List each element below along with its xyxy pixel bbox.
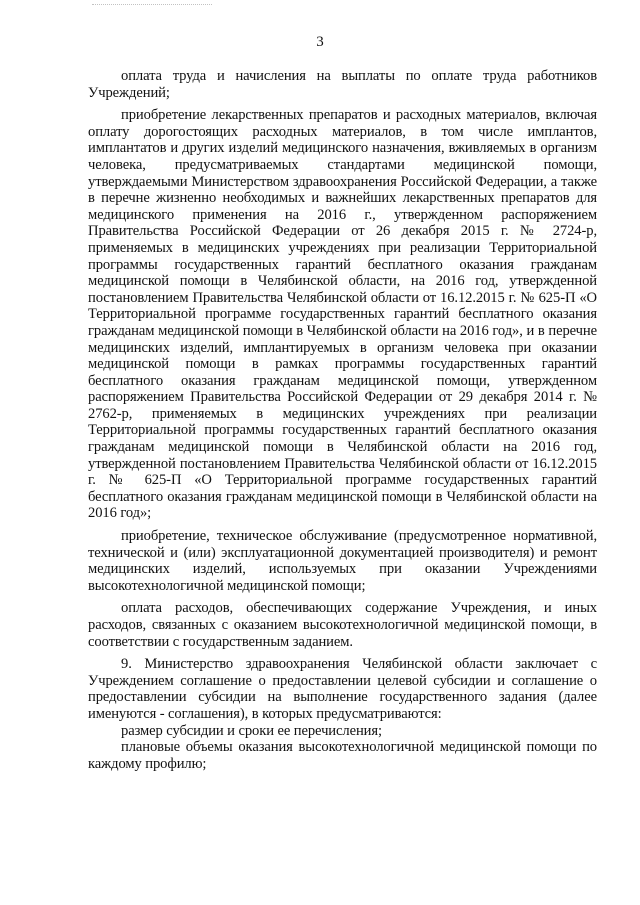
paragraph-item-9-agreements: 9. Министерство здравоохранения Челябинской области заключает с Учреждением соглашение о предоставлении целевой субсидии и соглашение о предоставлении субсидии на выполнение государственного задания (далее именуются - соглашения), в которых предусматриваются: bbox=[88, 656, 597, 722]
paragraph-subsidy-amount: размер субсидии и сроки ее перечисления; bbox=[121, 722, 382, 739]
document-body bbox=[88, 68, 597, 772]
paragraph-medicines-purchase: приобретение лекарственных препаратов и расходных материалов, включая оплату дорогостоящих расходных материалов, в том числе имплантов, имплантатов и других изделий медицинского назначения, вживляемых в организм человека, предусматриваемых стандартами медицинской помощи, утверждаемыми Министерством здравоохранения Российской Федерации, а также в перечне жизненно необходимых и важнейших лекарственных препаратов для медицинского применения на 2016 г., утвержденном распоряжением Правительства Российской Федерации от 26 декабря 2015 г. № 2724-р, применяемых в медицинских учреждениях при реализации Территориальной программы государственных гарантий бесплатного оказания гражданам медицинской помощи в Челябинской области, на 2016 год, утвержденной постановлением Правительства Челябинской области от 16.12.2015 г. № 625-П «О Территориальной программе государственных гарантий бесплатного оказания гражданам медицинской помощи в Челябинской области на 2016 год», и в перечне медицинских изделий, имплантируемых в организм человека при оказании медицинской помощи в рамках программы государственных гарантий бесплатного оказания гражданам медицинской помощи, утвержденном распоряжением Правительства Российской Федерации от 29 декабря 2014 г. № 2762-р, применяемых в медицинских учреждениях при реализации Территориальной программы государственных гарантий бесплатного оказания гражданам медицинской помощи в Челябинской области на 2016 год, утвержденной постановлением Правительства Челябинской области от 16.12.2015 г. № 625-П «О Территориальной программе государственных гарантий бесплатного оказания гражданам медицинской помощи в Челябинской области на 2016 год»; bbox=[88, 107, 597, 522]
paragraph-planned-volumes: плановые объемы оказания высокотехнологичной медицинской помощи по каждому профилю; bbox=[88, 739, 597, 772]
paragraph-maintenance-expenses: оплата расходов, обеспечивающих содержание Учреждения, и иных расходов, связанных с оказанием высокотехнологичной медицинской помощи, в соответствии с государственным заданием. bbox=[88, 600, 597, 650]
paragraph-labor-payment: оплата труда и начисления на выплаты по оплате труда работников Учреждений; bbox=[88, 68, 597, 101]
page-number: 3 bbox=[316, 34, 324, 50]
scan-artifact bbox=[92, 4, 212, 8]
paragraph-equipment-maintenance: приобретение, техническое обслуживание (предусмотренное нормативной, технической и (или) эксплуатационной документацией производителя) и ремонт медицинских изделий, используемых при оказании Учреждениями высокотехнологичной медицинской помощи; bbox=[88, 528, 597, 594]
